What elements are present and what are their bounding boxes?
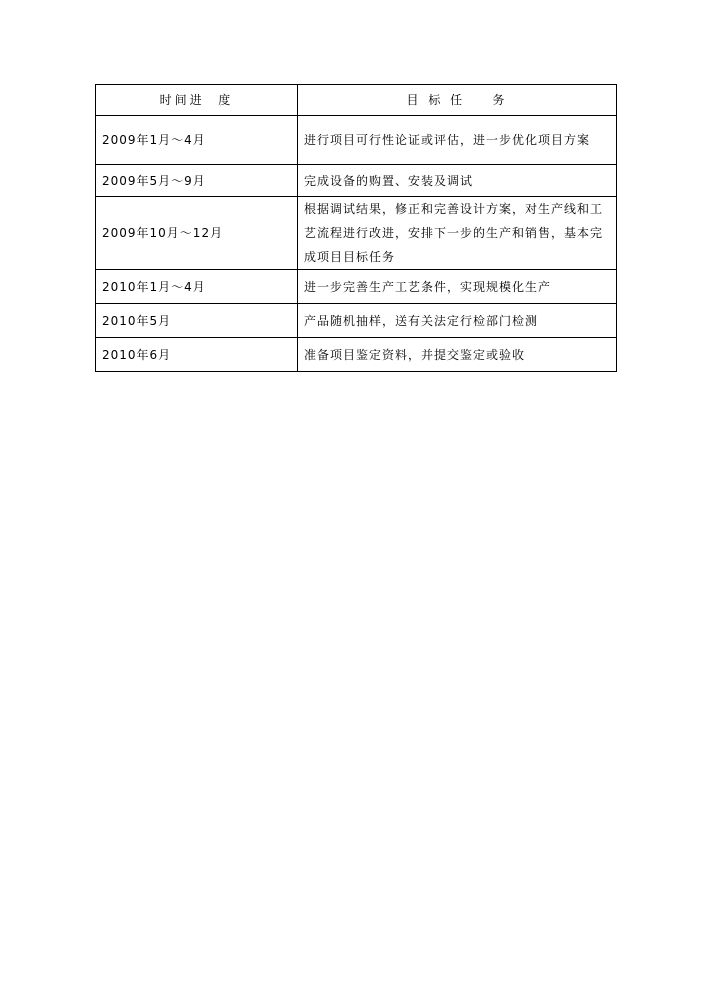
table-row: [96, 197, 617, 270]
time-cell: 2010年5月: [96, 304, 298, 338]
header-time: 时间进 度: [96, 85, 298, 116]
goal-cell: 产品随机抽样，送有关法定行检部门检测: [298, 304, 617, 338]
table-header-row: [96, 85, 617, 116]
schedule-table: [95, 84, 617, 372]
table-row: [96, 304, 617, 338]
time-cell: 2009年1月～4月: [96, 116, 298, 165]
time-cell: 2009年10月～12月: [96, 197, 298, 270]
goal-cell: 进行项目可行性论证或评估，进一步优化项目方案: [298, 116, 617, 165]
time-cell: 2009年5月～9月: [96, 165, 298, 197]
table-row: [96, 165, 617, 197]
goal-cell: 进一步完善生产工艺条件，实现规模化生产: [298, 270, 617, 304]
goal-cell: 根据调试结果，修正和完善设计方案，对生产线和工艺流程进行改进，安排下一步的生产和销售，基本完成项目目标任务: [298, 197, 617, 270]
time-cell: 2010年1月～4月: [96, 270, 298, 304]
goal-cell: 准备项目鉴定资料，并提交鉴定或验收: [298, 338, 617, 372]
goal-cell: 完成设备的购置、安装及调试: [298, 165, 617, 197]
table-row: [96, 338, 617, 372]
table-row: [96, 270, 617, 304]
header-goal: 目 标 任 务: [298, 85, 617, 116]
table-row: [96, 116, 617, 165]
time-cell: 2010年6月: [96, 338, 298, 372]
